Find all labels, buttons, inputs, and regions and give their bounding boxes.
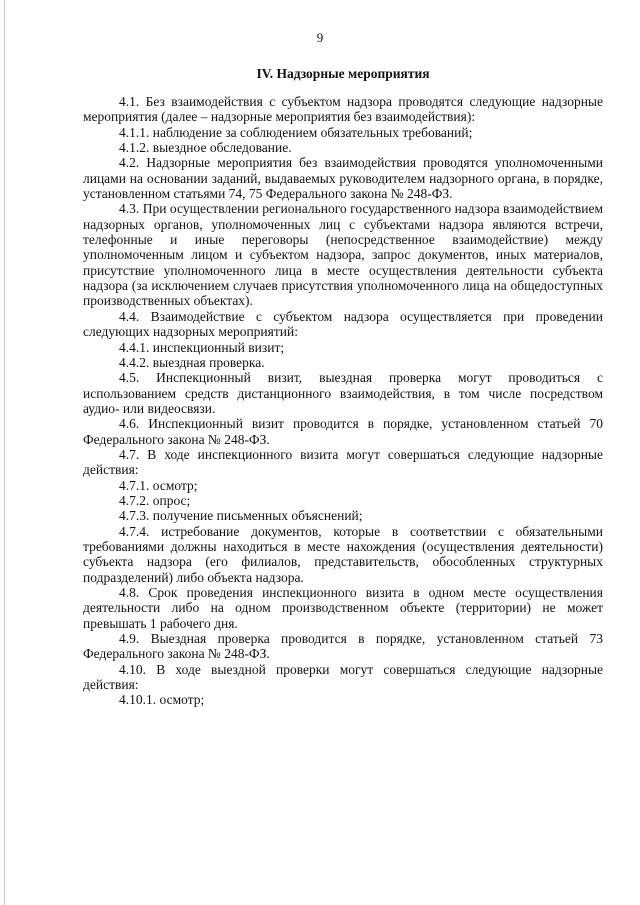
paragraph-4-5: 4.5. Инспекционный визит, выездная проверка могут проводиться с использованием средств дистанционного взаимодействия, в том числе посредством аудио- или видеосвязи.: [83, 370, 603, 416]
document-body: [83, 94, 603, 708]
paragraph-4-8: 4.8. Срок проведения инспекционного визита в одном месте осуществления деятельности либо на одном производственном объекте (территории) не может превышать 1 рабочего дня.: [83, 585, 603, 631]
paragraph-4-7-4: 4.7.4. истребование документов, которые в соответствии с обязательными требованиями должны находиться в месте нахождения (осуществления деятельности) субъекта надзора (его филиалов, представительств, обособленных структурных подразделений) либо объекта надзора.: [83, 523, 603, 585]
paragraph-4-10-1: 4.10.1. осмотр;: [119, 692, 205, 708]
paragraph-4-7: 4.7. В ходе инспекционного визита могут совершаться следующие надзорные действия:: [83, 446, 603, 478]
paragraph-4-1-2: 4.1.2. выездное обследование.: [119, 140, 292, 156]
paragraph-4-2: 4.2. Надзорные мероприятия без взаимодействия проводятся уполномоченными лицами на основании заданий, выдаваемых руководителем надзорного органа, в порядке, установленном статьями 74, 75 Федерального закона № 248-ФЗ.: [83, 155, 603, 202]
paragraph-4-9: 4.9. Выездная проверка проводится в порядке, установленном статьей 73 Федерального закона № 248-ФЗ.: [83, 631, 603, 662]
paragraph-4-7-3: 4.7.3. получение письменных объяснений;: [119, 508, 363, 524]
paragraph-4-4-2: 4.4.2. выездная проверка.: [119, 354, 265, 370]
paragraph-4-10: 4.10. В ходе выездной проверки могут совершаться следующие надзорные действия:: [83, 661, 603, 693]
paragraph-4-1-1: 4.1.1. наблюдение за соблюдением обязательных требований;: [119, 124, 473, 140]
paragraph-4-7-1: 4.7.1. осмотр;: [119, 477, 198, 493]
paragraph-4-4: 4.4. Взаимодействие с субъектом надзора осуществляется при проведении следующих надзорных мероприятий:: [83, 308, 603, 340]
paragraph-4-3: 4.3. При осуществлении регионального государственного надзора взаимодействием надзорных органов, уполномоченных лиц с субъектами надзора являются встречи, телефонные и иные переговоры (непосредственное взаимодействие) между уполномоченным лицом и субъектом надзора, запрос документов, иных материалов, присутствие уполномоченного лица в месте осуществления деятельности субъекта надзора (за исключением случаев присутствия уполномоченного лица на общедоступных производственных объектах).: [83, 201, 603, 309]
section-title: IV. Надзорные мероприятия: [256, 66, 430, 81]
page-number: 9: [316, 30, 324, 45]
scan-edge: [4, 0, 5, 905]
paragraph-4-6: 4.6. Инспекционный визит проводится в порядке, установленном статьей 70 Федерального закона № 248-ФЗ.: [83, 416, 603, 447]
paragraph-4-7-2: 4.7.2. опрос;: [119, 492, 191, 508]
paragraph-4-4-1: 4.4.1. инспекционный визит;: [119, 339, 285, 355]
paragraph-4-1: 4.1. Без взаимодействия с субъектом надзора проводятся следующие надзорные мероприятия (далее – надзорные мероприятия без взаимодействия):: [83, 94, 603, 125]
